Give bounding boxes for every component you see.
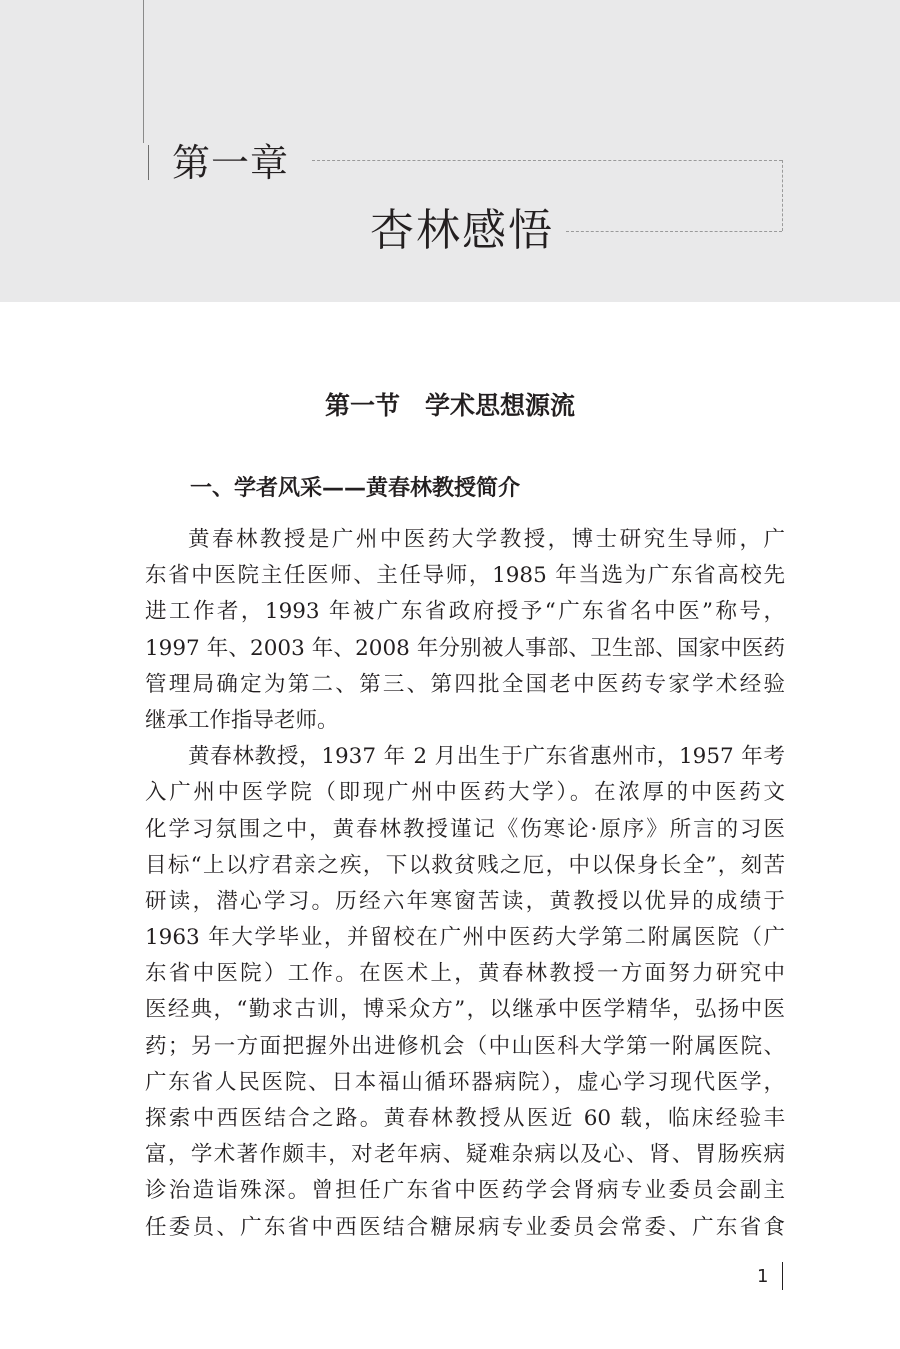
text-line: 任委员、广东省中西医结合糖尿病专业委员会常委、广东省食 bbox=[145, 1214, 785, 1240]
page-number: 1 bbox=[757, 1266, 769, 1287]
body-text bbox=[145, 522, 785, 1246]
text-line: 继承工作指导老师。 bbox=[145, 707, 339, 733]
text-line: 诊治造诣殊深。曾担任广东省中医药学会肾病专业委员会副主 bbox=[145, 1178, 785, 1204]
subsection-title: 一、学者风采——黄春林教授简介 bbox=[190, 476, 521, 501]
text-line: 东省中医院）工作。在医术上，黄春林教授一方面努力研究中 bbox=[145, 961, 785, 987]
text-line: 入广州中医学院（即现广州中医药大学）。在浓厚的中医药文 bbox=[145, 780, 785, 806]
text-line: 1963 年大学毕业，并留校在广州中医药大学第二附属医院（广 bbox=[145, 925, 785, 951]
chapter-label: 第一章 bbox=[172, 141, 290, 185]
chapter-title: 杏林感悟 bbox=[370, 205, 554, 256]
text-line: 广东省人民医院、日本福山循环器病院），虚心学习现代医学， bbox=[145, 1069, 785, 1095]
paragraph bbox=[145, 522, 785, 739]
section-title: 第一节 学术思想源流 bbox=[324, 391, 575, 420]
text-line: 黄春林教授，1937 年 2 月出生于广东省惠州市，1957 年考 bbox=[188, 744, 785, 770]
text-line: 东省中医院主任医师、主任导师，1985 年当选为广东省高校先 bbox=[145, 563, 785, 589]
text-line: 探索中西医结合之路。黄春林教授从医近 60 载，临床经验丰 bbox=[145, 1106, 785, 1131]
text-line: 富，学术著作颇丰，对老年病、疑难杂病以及心、肾、胃肠疾病 bbox=[145, 1142, 785, 1168]
text-line: 黄春林教授是广州中医药大学教授，博士研究生导师，广 bbox=[188, 527, 785, 552]
text-line: 医经典，“勤求古训，博采众方”，以继承中医学精华，弘扬中医 bbox=[145, 997, 785, 1023]
dashed-frame-right bbox=[782, 160, 783, 231]
text-line: 进工作者，1993 年被广东省政府授予“广东省名中医”称号， bbox=[145, 599, 785, 625]
header-vertical-rule bbox=[143, 0, 144, 143]
dashed-frame-top bbox=[312, 160, 782, 161]
text-line: 管理局确定为第二、第三、第四批全国老中医药专家学术经验 bbox=[145, 671, 785, 697]
page-number-rule bbox=[782, 1262, 783, 1290]
chapter-label-rule bbox=[148, 145, 149, 180]
text-line: 药；另一方面把握外出进修机会（中山医科大学第一附属医院、 bbox=[145, 1033, 785, 1059]
paragraph bbox=[145, 739, 785, 1246]
text-line: 化学习氛围之中，黄春林教授谨记《伤寒论·原序》所言的习医 bbox=[145, 816, 785, 842]
text-line: 目标“上以疗君亲之疾，下以救贫贱之厄，中以保身长全”，刻苦 bbox=[145, 852, 785, 878]
dashed-frame-bottom bbox=[566, 231, 782, 232]
text-line: 研读，潜心学习。历经六年寒窗苦读，黄教授以优异的成绩于 bbox=[145, 888, 785, 914]
text-line: 1997 年、2003 年、2008 年分别被人事部、卫生部、国家中医药 bbox=[145, 635, 785, 661]
